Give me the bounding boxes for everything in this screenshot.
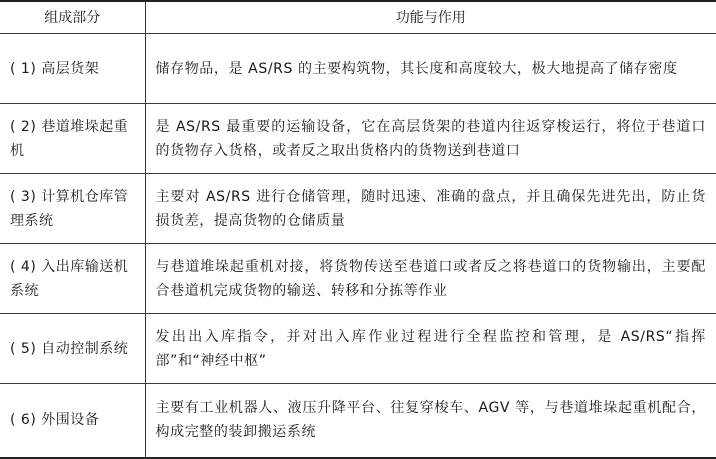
component-name: ( 5) 自动控制系统: [0, 314, 145, 384]
table-body: [0, 34, 716, 458]
table-row: [0, 314, 716, 384]
component-function: 储存物品，是 AS/RS 的主要构筑物，其长度和高度较大，极大地提高了储存密度: [145, 34, 716, 104]
component-name: ( 4) 入出库输送机系统: [0, 244, 145, 314]
component-name: ( 3) 计算机仓库管理系统: [0, 174, 145, 244]
component-function: 主要对 AS/RS 进行仓储管理，随时迅速、准确的盘点，并且确保先进先出，防止货损货差，提高货物的仓储质量: [145, 174, 716, 244]
header-row: [0, 1, 716, 34]
component-name: ( 2) 巷道堆垛起重机: [0, 104, 145, 174]
component-function: 是 AS/RS 最重要的运输设备，它在高层货架的巷道内往返穿梭运行，将位于巷道口的货物存入货格，或者反之取出货格内的货物送到巷道口: [145, 104, 716, 174]
component-function: 与巷道堆垛起重机对接，将货物传送至巷道口或者反之将巷道口的货物输出，主要配合巷道机完成货物的输送、转移和分拣等作业: [145, 244, 716, 314]
table-row: [0, 34, 716, 104]
component-name: ( 1) 高层货架: [0, 34, 145, 104]
table-row: [0, 244, 716, 314]
table-row: [0, 104, 716, 174]
header-component: 组成部分: [0, 1, 145, 34]
table-header: [0, 1, 716, 34]
component-function: 主要有工业机器人、液压升降平台、往复穿梭车、AGV 等，与巷道堆垛起重机配合，构成完整的装卸搬运系统: [145, 384, 716, 458]
component-function: 发出出入库指令，并对出入库作业过程进行全程监控和管理，是 AS/RS“指挥部”和“神经中枢”: [145, 314, 716, 384]
header-function: 功能与作用: [145, 1, 716, 34]
component-name: ( 6) 外围设备: [0, 384, 145, 458]
table-row: [0, 174, 716, 244]
table-row: [0, 384, 716, 458]
